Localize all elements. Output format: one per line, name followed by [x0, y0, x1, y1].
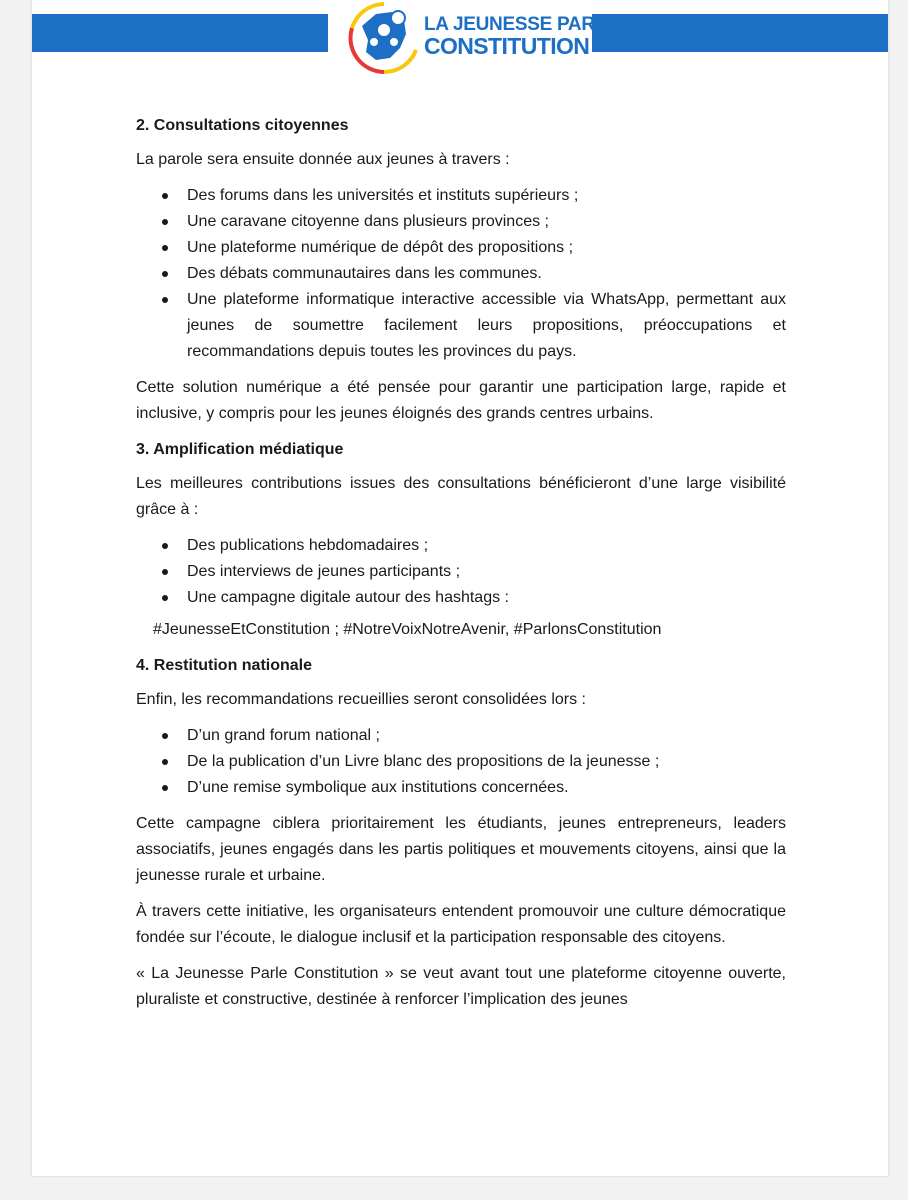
- header-band-right: [592, 14, 888, 52]
- list-item: Une campagne digitale autour des hashtags :: [136, 585, 786, 611]
- logo-emblem-icon: [346, 0, 422, 76]
- list-item: De la publication d’un Livre blanc des propositions de la jeunesse ;: [136, 749, 786, 775]
- paragraph: Cette solution numérique a été pensée pour garantir une participation large, rapide et inclusive, y compris pour les jeunes éloignés des grands centres urbains.: [136, 379, 786, 422]
- bullet-list: [136, 183, 786, 365]
- list-item: Une plateforme numérique de dépôt des propositions ;: [136, 235, 786, 261]
- section-heading: 4. Restitution nationale: [136, 657, 313, 674]
- logo-text-line1: LA JEUNESSE PARLE: [424, 14, 619, 35]
- paragraph: La parole sera ensuite donnée aux jeunes à travers :: [136, 151, 510, 168]
- paragraph: Les meilleures contributions issues des consultations bénéficieront d’une large visibilité grâce à :: [136, 475, 786, 518]
- document-body: [136, 113, 786, 1023]
- header-band-left: [32, 14, 328, 52]
- section-heading: 2. Consultations citoyennes: [136, 117, 349, 134]
- bullet-list: [136, 533, 786, 611]
- bullet-list: [136, 723, 786, 801]
- section-heading: 3. Amplification médiatique: [136, 441, 344, 458]
- list-item: Des forums dans les universités et instituts supérieurs ;: [136, 183, 786, 209]
- paragraph: « La Jeunesse Parle Constitution » se veut avant tout une plateforme citoyenne ouverte, pluraliste et constructive, destinée à renforcer l’implication des jeunes: [136, 965, 786, 1008]
- list-item: Une caravane citoyenne dans plusieurs provinces ;: [136, 209, 786, 235]
- list-item: D’un grand forum national ;: [136, 723, 786, 749]
- paragraph: À travers cette initiative, les organisateurs entendent promouvoir une culture démocratique fondée sur l’écoute, le dialogue inclusif et la participation responsable des citoyens.: [136, 903, 786, 946]
- list-item: Des interviews de jeunes participants ;: [136, 559, 786, 585]
- hashtags-line: #JeunesseEtConstitution ; #NotreVoixNotreAvenir, #ParlonsConstitution: [153, 621, 662, 638]
- document-page: [32, 0, 888, 1176]
- list-item: Des débats communautaires dans les communes.: [136, 261, 786, 287]
- list-item: D’une remise symbolique aux institutions concernées.: [136, 775, 786, 801]
- list-item: Des publications hebdomadaires ;: [136, 533, 786, 559]
- list-item: Une plateforme informatique interactive accessible via WhatsApp, permettant aux jeunes de soumettre facilement leurs propositions, préoccupations et recommandations depuis toutes les provinces du pays.: [136, 287, 786, 365]
- paragraph: Cette campagne ciblera prioritairement les étudiants, jeunes entrepreneurs, leaders associatifs, jeunes engagés dans les partis politiques et mouvements citoyens, ainsi que la jeunesse rurale et urbaine.: [136, 815, 786, 884]
- paragraph: Enfin, les recommandations recueillies seront consolidées lors :: [136, 691, 586, 708]
- header-logo: [342, 0, 619, 76]
- logo-text-line2: CONSTITUTION: [424, 33, 590, 59]
